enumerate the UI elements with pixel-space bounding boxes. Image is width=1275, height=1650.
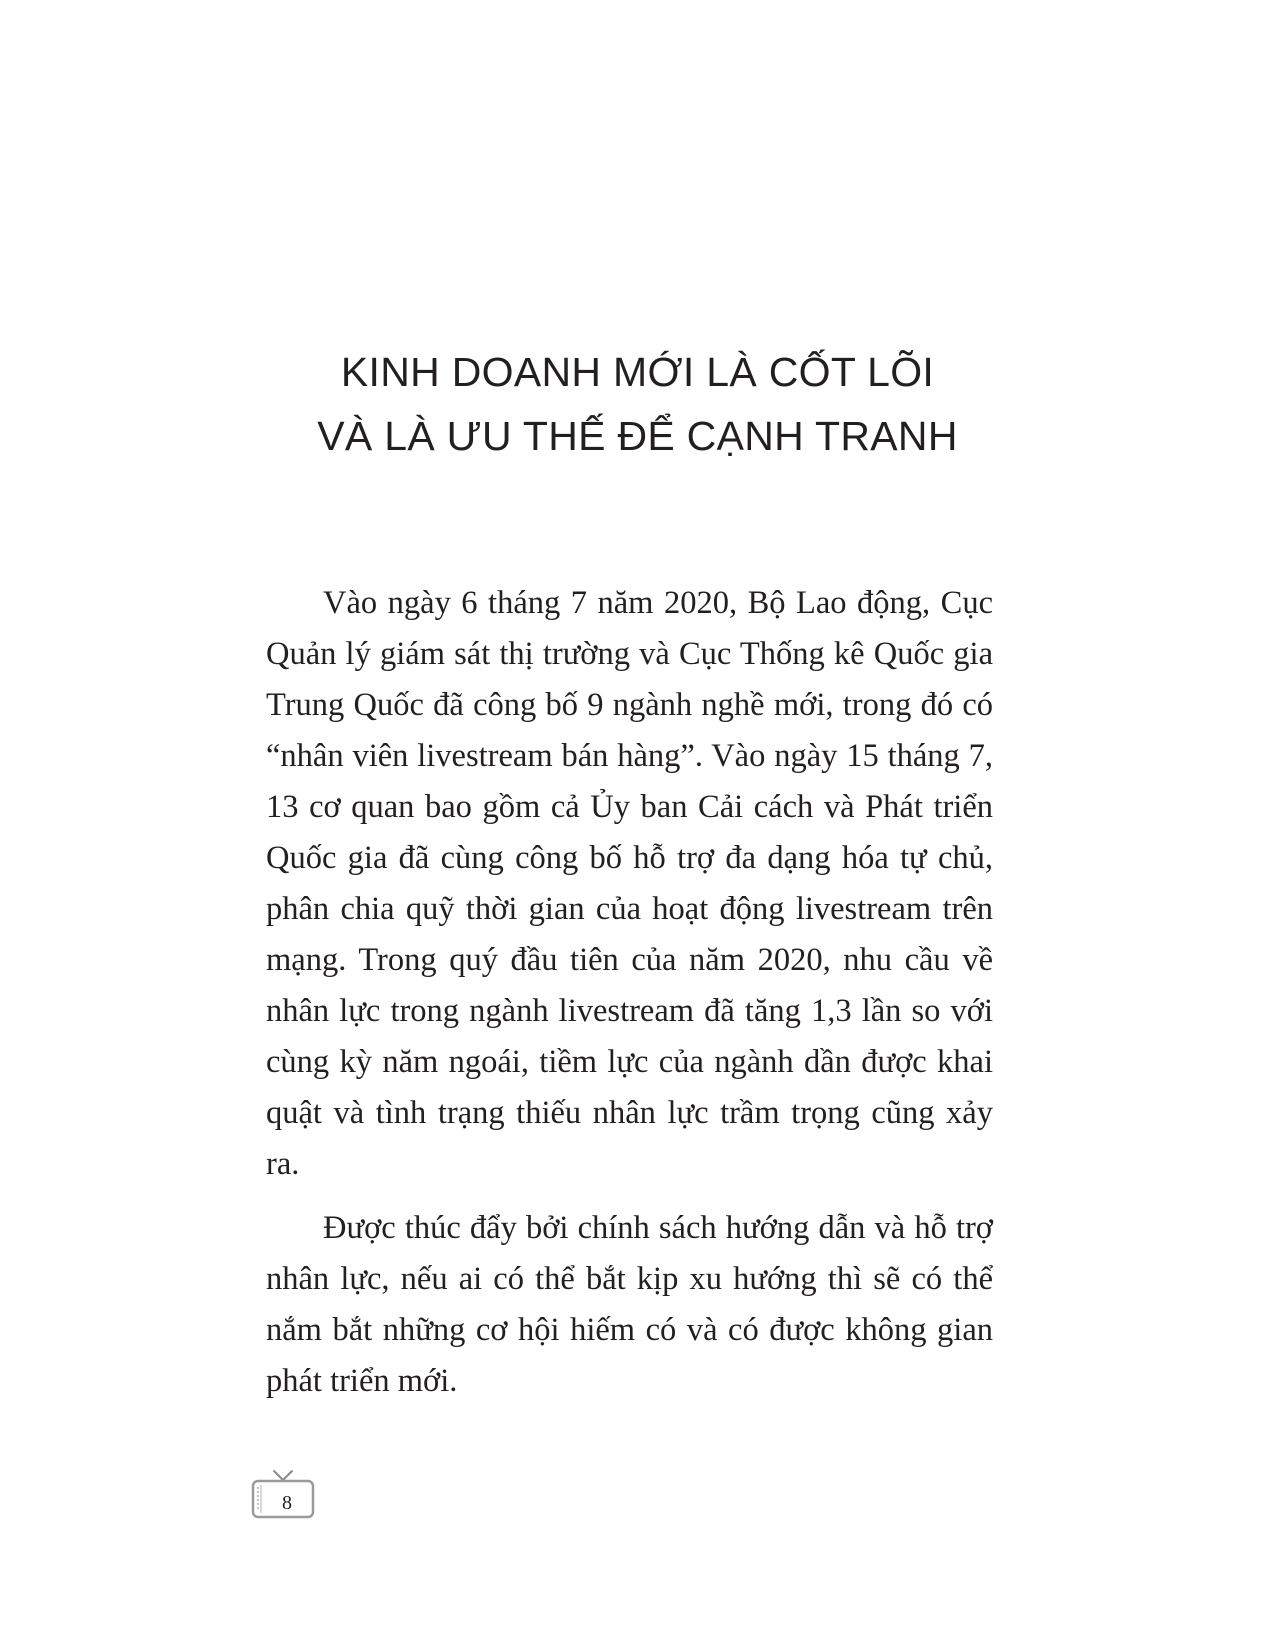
body-text	[266, 578, 993, 1407]
paragraph: Được thúc đẩy bởi chính sách hướng dẫn và hỗ trợ nhân lực, nếu ai có thể bắt kịp xu hướng thì sẽ có thể nắm bắt những cơ hội hiếm có và có được không gian phát triển mới.	[266, 1210, 993, 1399]
paragraph: Vào ngày 6 tháng 7 năm 2020, Bộ Lao động, Cục Quản lý giám sát thị trường và Cục Thống kê Quốc gia Trung Quốc đã công bố 9 ngành nghề mới, trong đó có “nhân viên livestream bán hàng”. Vào ngày 15 tháng 7, 13 cơ quan bao gồm cả Ủy ban Cải cách và Phát triển Quốc gia đã cùng công bố hỗ trợ đa dạng hóa tự chủ, phân chia quỹ thời gian của hoạt động livestream trên mạng. Trong quý đầu tiên của năm 2020, nhu cầu về nhân lực trong ngành livestream đã tăng 1,3 lần so với cùng kỳ năm ngoái, tiềm lực của ngành dần được khai quật và tình trạng thiếu nhân lực trầm trọng cũng xảy ra.	[266, 585, 993, 1182]
page-number: 8	[282, 1492, 292, 1514]
page-number-badge	[250, 1468, 316, 1522]
chapter-title-line-1: KINH DOANH MỚI LÀ CỐT LÕI	[340, 349, 935, 395]
chapter-title-line-2: VÀ LÀ ƯU THẾ ĐỂ CẠNH TRANH	[317, 413, 958, 459]
chapter-title	[0, 340, 1275, 468]
